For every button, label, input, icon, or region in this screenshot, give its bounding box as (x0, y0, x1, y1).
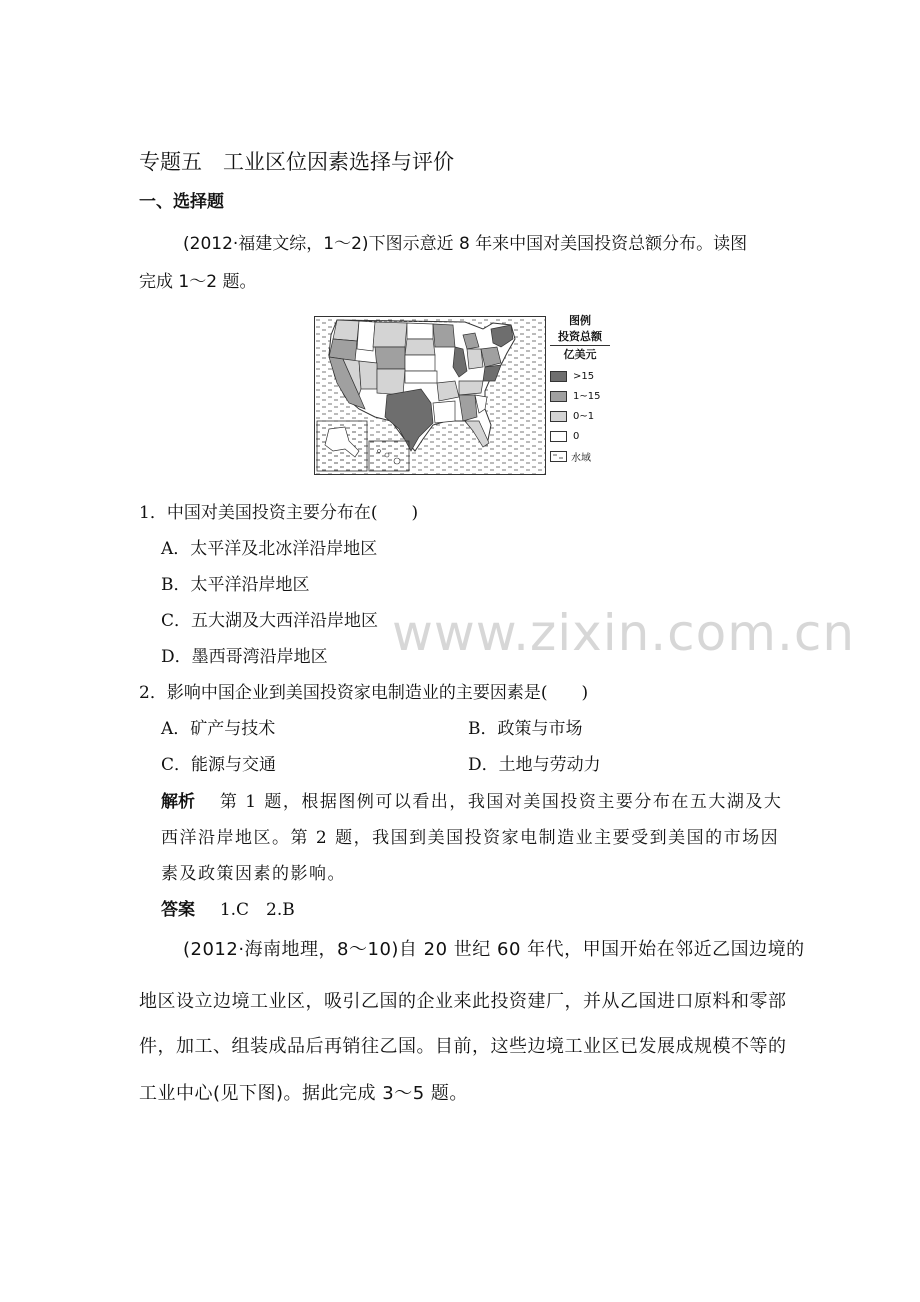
legend-label: 0~1 (573, 410, 595, 422)
q1-option-b: B．太平洋沿岸地区 (161, 575, 310, 595)
legend-item (550, 406, 610, 426)
q1-stem: 1．中国对美国投资主要分布在( ) (139, 503, 419, 523)
legend-label: 1~15 (573, 390, 601, 402)
legend-swatch (550, 391, 567, 402)
intro2-line3: 件，加工、组装成品后再销往乙国。目前，这些边境工业区已发展成规模不等的 (139, 1036, 787, 1057)
q2-option-d: D．土地与劳动力 (468, 755, 601, 775)
q1-option-d: D．墨西哥湾沿岸地区 (161, 647, 328, 667)
legend-swatch (550, 371, 567, 382)
q2-option-a: A．矿产与技术 (161, 719, 276, 739)
legend-label: >15 (573, 370, 595, 382)
analysis-line2: 西洋沿岸地区。第 2 题，我国到美国投资家电制造业主要受到美国的市场因 (161, 828, 780, 848)
legend-label: 0 (573, 430, 580, 442)
legend-swatch-water (550, 451, 567, 462)
legend-title: 图例 (569, 314, 591, 327)
usa-map-image (315, 317, 545, 474)
section-heading: 一、选择题 (139, 192, 224, 212)
q1-option-a: A．太平洋及北冰洋沿岸地区 (161, 539, 378, 559)
page-title: 专题五 工业区位因素选择与评价 (139, 150, 454, 174)
legend-swatch (550, 411, 567, 422)
watermark: www.zixin.com.cn (392, 604, 856, 662)
analysis-line3: 素及政策因素的影响。 (161, 864, 346, 884)
legend-label: 水域 (571, 452, 591, 464)
answer-line (161, 895, 295, 920)
q2-option-b: B．政策与市场 (468, 719, 583, 739)
analysis-line1 (161, 787, 782, 812)
analysis-text-1: 第 1 题，根据图例可以看出，我国对美国投资主要分布在五大湖及大 (219, 792, 783, 812)
analysis-label: 解析 (161, 792, 195, 812)
legend-item (550, 386, 610, 406)
legend-item (550, 426, 610, 446)
legend-item (550, 446, 610, 466)
answer-label: 答案 (161, 900, 195, 920)
answer-value: 1.C 2.B (219, 900, 295, 920)
q2-option-c: C．能源与交通 (161, 755, 277, 775)
legend-subtitle: 投资总额 (558, 330, 602, 343)
intro2-line1: (2012·海南地理，8～10)自 20 世纪 60 年代，甲国开始在邻近乙国边境的 (183, 939, 805, 960)
legend-item (550, 366, 610, 386)
usa-investment-map (314, 316, 546, 475)
intro1-line1: (2012·福建文综，1～2)下图示意近 8 年来中国对美国投资总额分布。读图 (183, 234, 748, 254)
intro1-line2: 完成 1～2 题。 (139, 272, 257, 292)
legend-unit: 亿美元 (550, 345, 610, 362)
intro2-line2: 地区设立边境工业区，吸引乙国的企业来此投资建厂，并从乙国进口原料和零部 (139, 991, 787, 1012)
intro2-line4: 工业中心(见下图)。据此完成 3～5 题。 (139, 1083, 468, 1104)
q2-stem: 2．影响中国企业到美国投资家电制造业的主要因素是( ) (139, 683, 589, 703)
q1-option-c: C．五大湖及大西洋沿岸地区 (161, 611, 379, 631)
map-legend (550, 312, 610, 462)
legend-swatch (550, 431, 567, 442)
